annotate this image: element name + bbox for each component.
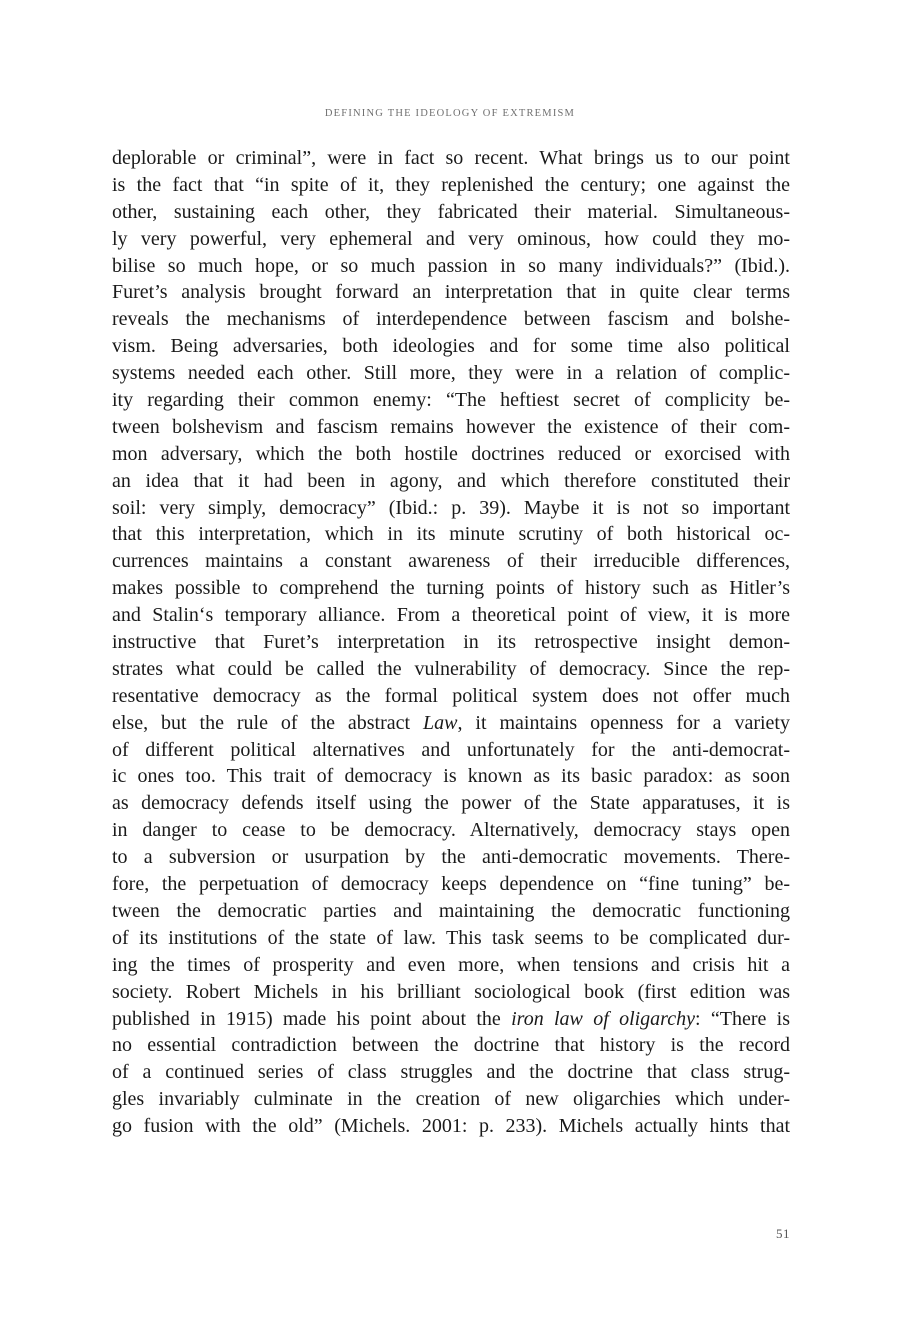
text-line: [112, 925, 790, 952]
text-segment: currences maintains a constant awareness of their irreducible differences,: [112, 550, 790, 573]
text-line: [112, 871, 790, 898]
text-line: [112, 468, 790, 495]
text-segment: that this interpretation, which in its minute scrutiny of both historical oc-: [112, 523, 790, 546]
text-line: [112, 172, 790, 199]
text-segment: in danger to cease to be democracy. Alternatively, democracy stays open: [112, 819, 790, 842]
text-line: [112, 226, 790, 253]
text-segment: : “There is: [694, 1007, 791, 1030]
text-line: [112, 199, 790, 226]
text-segment: to a subversion or usurpation by the anti-democratic movements. There-: [112, 846, 790, 869]
text-segment: strates what could be called the vulnerability of democracy. Since the rep-: [112, 657, 790, 680]
text-line: [112, 387, 790, 414]
text-line: [112, 414, 790, 441]
text-segment: ly very powerful, very ephemeral and very ominous, how could they mo-: [112, 227, 790, 250]
text-segment: ic ones too. This trait of democracy is known as its basic paradox: as soon: [112, 765, 790, 788]
text-segment: bilise so much hope, or so much passion in so many individuals?” (Ibid.).: [112, 254, 790, 277]
text-segment: systems needed each other. Still more, they were in a relation of complic-: [112, 362, 790, 385]
text-line: [112, 629, 790, 656]
text-line: [112, 1032, 790, 1059]
text-segment: ing the times of prosperity and even more, when tensions and crisis hit a: [112, 953, 790, 976]
text-segment: tween the democratic parties and maintaining the democratic functioning: [112, 899, 790, 922]
text-segment: and Stalin‘s temporary alliance. From a theoretical point of view, it is more: [112, 604, 790, 627]
text-line: [112, 360, 790, 387]
text-line: [112, 1059, 790, 1086]
text-line: [112, 1006, 790, 1033]
text-line: [112, 1086, 790, 1113]
text-line: [112, 844, 790, 871]
text-line: [112, 495, 790, 522]
text-segment: an idea that it had been in agony, and which therefore constituted their: [112, 469, 790, 492]
text-line: [112, 979, 790, 1006]
text-line: [112, 548, 790, 575]
text-segment: society. Robert Michels in his brilliant sociological book (first edition was: [112, 980, 790, 1003]
text-segment: gles invariably culminate in the creation of new oligarchies which under-: [112, 1088, 790, 1111]
text-line: [112, 710, 790, 737]
text-segment: makes possible to comprehend the turning points of history such as Hitler’s: [112, 577, 790, 600]
text-segment: resentative democracy as the formal political system does not offer much: [112, 684, 790, 707]
text-segment: as democracy defends itself using the power of the State apparatuses, it is: [112, 792, 790, 815]
text-line: [112, 790, 790, 817]
text-line: [112, 253, 790, 280]
text-segment: go fusion with the old” (Michels. 2001: p. 233). Michels actually hints that: [112, 1115, 790, 1138]
italic-text: Law: [423, 711, 458, 734]
text-line: [112, 763, 790, 790]
text-segment: instructive that Furet’s interpretation in its retrospective insight demon-: [112, 631, 790, 654]
text-line: [112, 602, 790, 629]
text-line: [112, 656, 790, 683]
italic-text: iron law of oligarchy: [511, 1007, 695, 1030]
text-segment: no essential contradiction between the doctrine that history is the record: [112, 1034, 790, 1057]
text-segment: Furet’s analysis brought forward an interpretation that in quite clear terms: [112, 281, 790, 304]
text-segment: of its institutions of the state of law. This task seems to be complicated dur-: [112, 926, 790, 949]
text-line: [112, 333, 790, 360]
text-line: [112, 952, 790, 979]
text-segment: reveals the mechanisms of interdependence between fascism and bolshe-: [112, 308, 790, 331]
running-header: DEFINING THE IDEOLOGY OF EXTREMISM: [324, 108, 576, 119]
text-line: [112, 145, 790, 172]
text-segment: vism. Being adversaries, both ideologies and for some time also political: [112, 335, 790, 358]
body-paragraph: [112, 145, 790, 1140]
text-segment: , it maintains openness for a variety: [457, 711, 790, 734]
text-segment: mon adversary, which the both hostile doctrines reduced or exorcised with: [112, 442, 790, 465]
text-line: [112, 898, 790, 925]
text-line: [112, 279, 790, 306]
text-line: [112, 306, 790, 333]
text-segment: fore, the perpetuation of democracy keeps dependence on “fine tuning” be-: [112, 873, 790, 896]
page-number: 51: [776, 1226, 790, 1241]
text-segment: deplorable or criminal”, were in fact so recent. What brings us to our point: [112, 147, 790, 169]
text-segment: tween bolshevism and fascism remains however the existence of their com-: [112, 415, 790, 438]
text-segment: is the fact that “in spite of it, they replenished the century; one against the: [112, 173, 790, 196]
text-segment: else, but the rule of the abstract: [112, 711, 423, 734]
text-line: [112, 441, 790, 468]
text-segment: published in 1915) made his point about the: [112, 1007, 512, 1030]
text-line: [112, 817, 790, 844]
text-segment: ity regarding their common enemy: “The heftiest secret of complicity be-: [112, 389, 790, 412]
text-segment: soil: very simply, democracy” (Ibid.: p. 39). Maybe it is not so important: [112, 496, 790, 519]
text-line: [112, 1113, 790, 1140]
text-segment: of a continued series of class struggles and the doctrine that class strug-: [112, 1061, 790, 1084]
text-segment: other, sustaining each other, they fabricated their material. Simultaneous-: [112, 200, 790, 223]
text-line: [112, 683, 790, 710]
text-segment: of different political alternatives and unfortunately for the anti-democrat-: [112, 738, 790, 761]
text-line: [112, 521, 790, 548]
text-line: [112, 737, 790, 764]
text-line: [112, 575, 790, 602]
